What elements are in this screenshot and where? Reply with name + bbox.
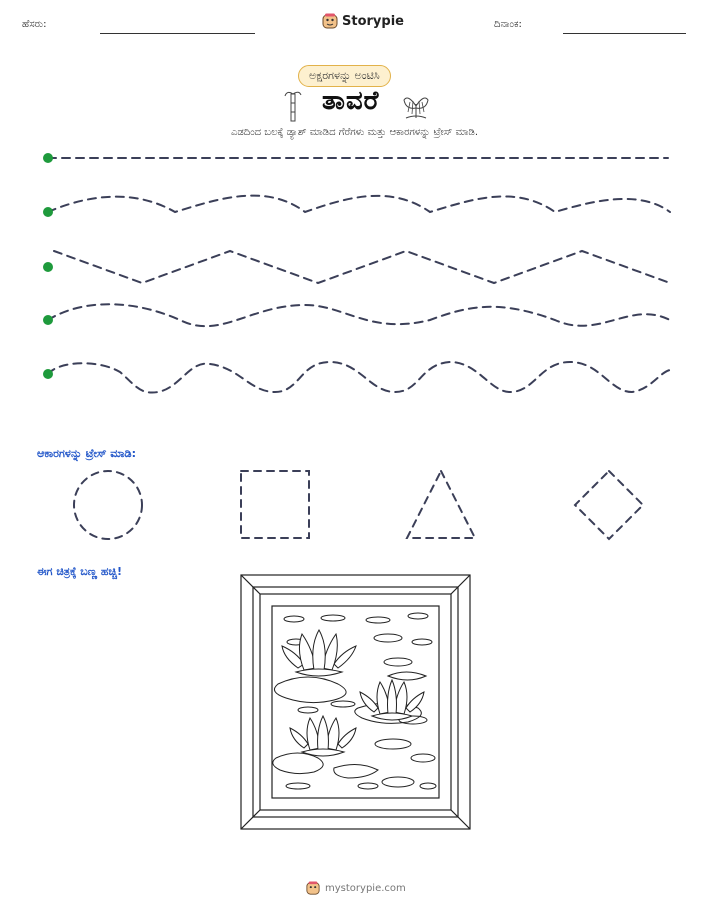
name-field[interactable] xyxy=(100,33,255,34)
trace-shape-circle xyxy=(74,471,142,539)
brand-name: Storypie xyxy=(342,13,404,29)
footer-site-link[interactable]: mystorypie.com xyxy=(325,882,406,894)
start-dot xyxy=(43,369,53,379)
worksheet-title: ತಾವರೆ xyxy=(322,86,380,116)
trace-shape-diamond xyxy=(575,471,643,539)
trace-line-loop-wave xyxy=(48,362,670,393)
name-label: ಹೆಸರು: xyxy=(22,19,47,30)
storypie-logo-icon xyxy=(322,13,338,29)
brand-logo xyxy=(322,13,404,29)
trace-line-gentle-wave xyxy=(48,196,670,212)
trace-line-zigzag xyxy=(54,251,670,283)
coloring-heading: ಈಗ ಚಿತ್ರಕ್ಕೆ ಬಣ್ಣ ಹಚ್ಚಿ! xyxy=(37,565,123,578)
instruction-text: ಎಡದಿಂದ ಬಲಕ್ಕೆ ಡ್ಯಾಶ್ ಮಾಡಿದ ಗೆರೆಗಳು ಮತ್ತು ಆಕಾರಗಳನ್ನು ಟ್ರೇಸ್ ಮಾಡಿ. xyxy=(230,127,479,138)
start-dot xyxy=(43,315,53,325)
start-dot xyxy=(43,153,53,163)
lotus-pond-picture xyxy=(238,572,474,832)
trace-line-wave xyxy=(48,304,670,326)
trace-lines-area xyxy=(0,140,709,400)
storypie-logo-icon xyxy=(306,881,320,895)
trace-shape-square xyxy=(241,471,309,538)
trace-shapes-area xyxy=(0,465,709,545)
footer xyxy=(306,881,406,895)
start-dot xyxy=(43,262,53,272)
start-dot xyxy=(43,207,53,217)
lotus-plant-icon xyxy=(402,90,430,120)
date-field[interactable] xyxy=(563,33,686,34)
date-label: ದಿನಾಂಕ: xyxy=(494,19,522,30)
shapes-heading: ಆಕಾರಗಳನ್ನು ಟ್ರೇಸ್ ಮಾಡಿ: xyxy=(37,447,136,460)
sugarcane-icon xyxy=(283,90,303,122)
word-badge: ಅಕ್ಷರಗಳನ್ನು ಅಂಟಿಸಿ xyxy=(298,65,391,87)
trace-shape-triangle xyxy=(407,471,475,538)
